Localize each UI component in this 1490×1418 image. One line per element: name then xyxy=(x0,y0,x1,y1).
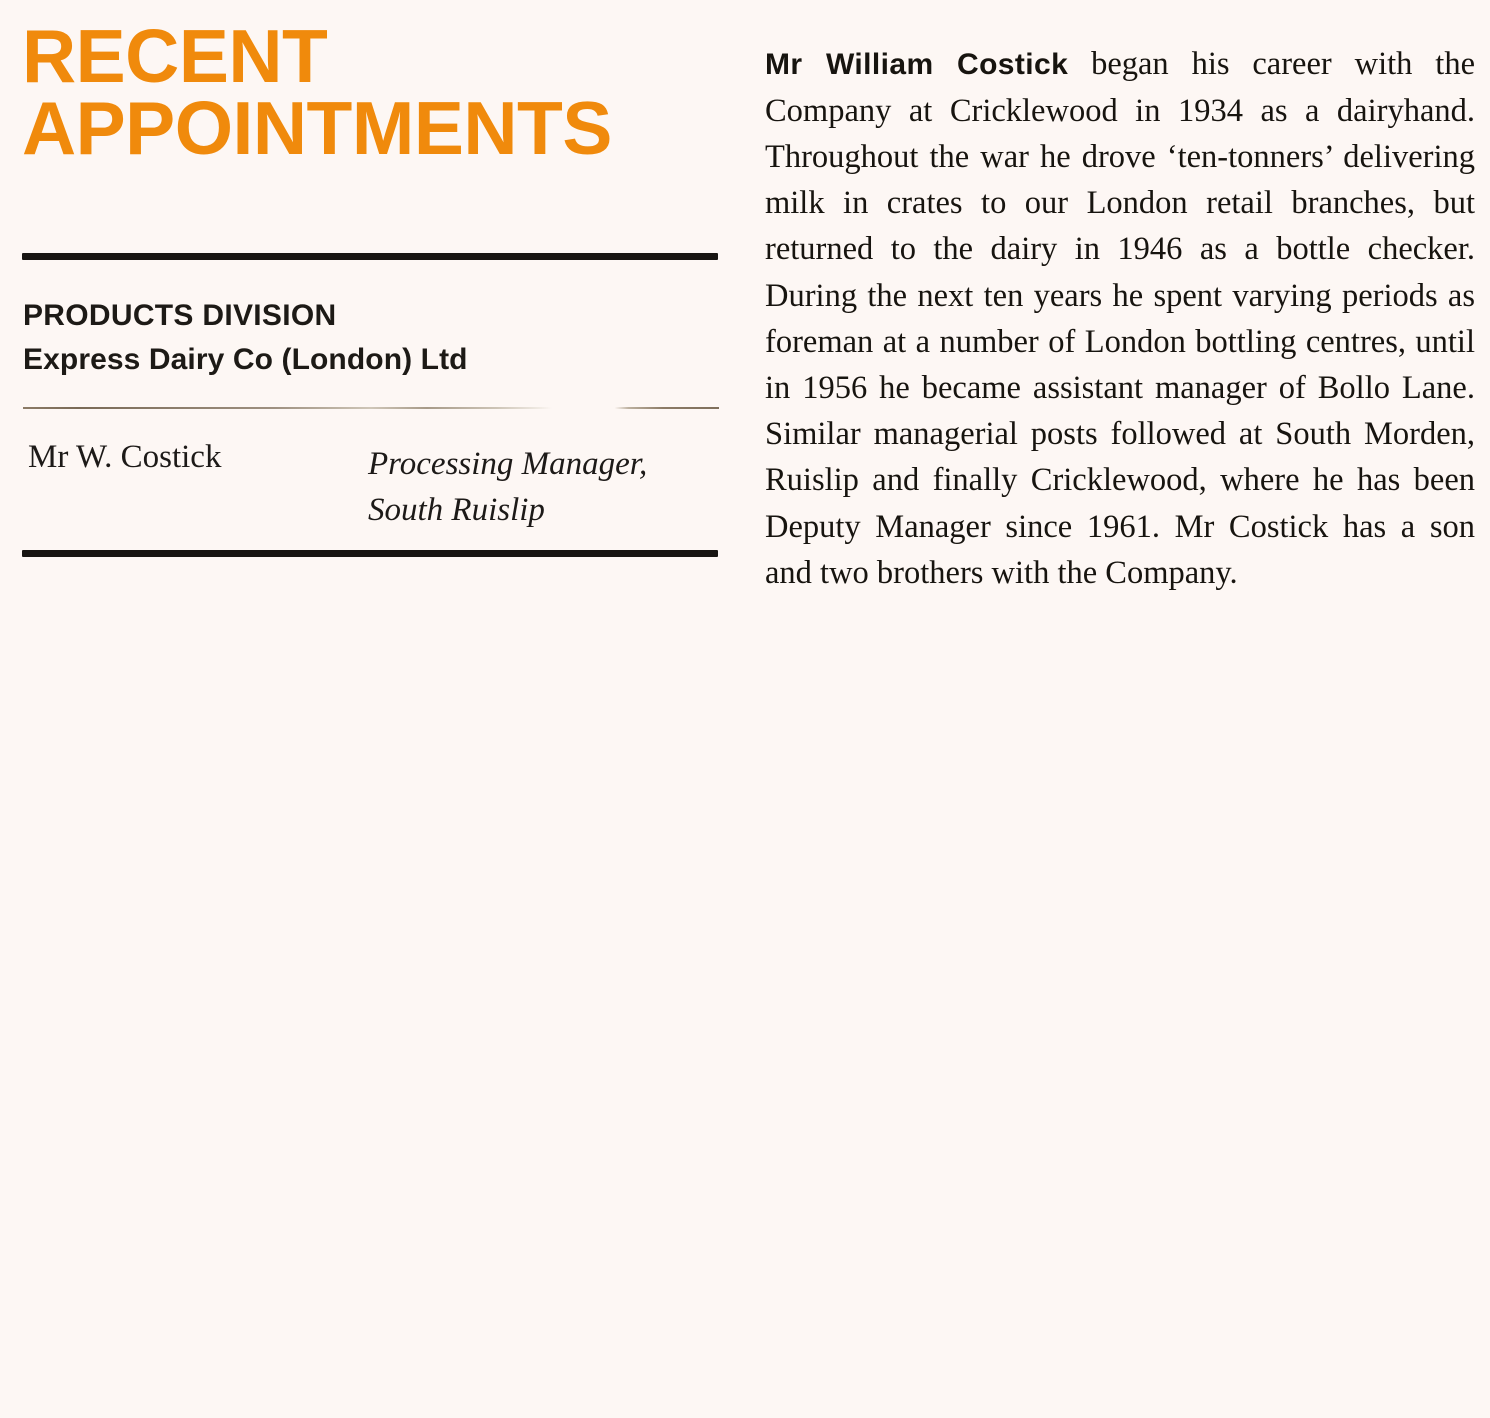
appointment-job-title xyxy=(368,442,708,533)
biography-paragraph xyxy=(765,41,1475,596)
divider-rule-top xyxy=(22,253,718,260)
appointment-job-title-line-2: South Ruislip xyxy=(368,491,545,528)
division-heading xyxy=(23,294,723,381)
appointment-job-title-line-1: Processing Manager, xyxy=(368,446,648,482)
page-title-line-1: RECENT xyxy=(22,14,328,98)
biography-leadin-name: Mr William Costick xyxy=(765,47,1069,81)
division-name: PRODUCTS DIVISION xyxy=(23,299,337,332)
biography-body-text: began his career with the Company at Cricklewood in 1934 as a dairyhand. Throughout the war he drove ‘ten-tonners’ delivering milk in crates to our London retail branches, but returned to the dairy in 1946 as a bottle checker. During the next ten years he spent varying periods as foreman at a number of London bottling centres, until in 1956 he became assistant manager of Bollo Lane. Similar managerial posts followed at South Morden, Ruislip and finally Cricklewood, where he has been Deputy Manager since 1961. Mr Costick has a son and two brothers with the Company. xyxy=(765,45,1475,591)
appointment-person-name: Mr W. Costick xyxy=(28,439,222,475)
left-column xyxy=(0,0,740,1418)
divider-rule-thin xyxy=(23,407,719,409)
division-company: Express Dairy Co (London) Ltd xyxy=(23,342,468,376)
page-title xyxy=(22,14,722,170)
page-title-line-2: APPOINTMENTS xyxy=(22,86,612,170)
right-column xyxy=(765,0,1475,1418)
divider-rule-bottom xyxy=(22,550,718,557)
